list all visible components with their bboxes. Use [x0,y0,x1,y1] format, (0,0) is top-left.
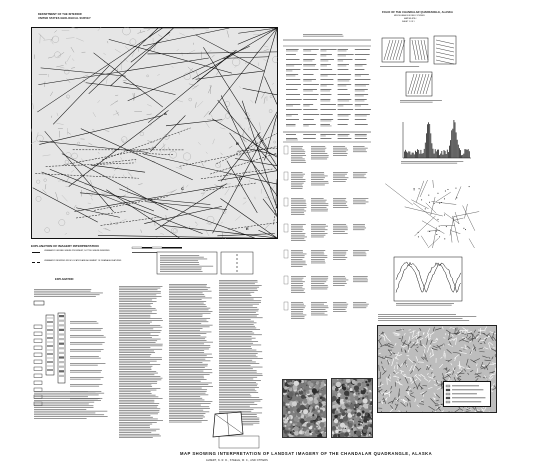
landsat-image-right [331,378,373,438]
map-letter-c: C [181,186,184,191]
explanation-title: EXPLANATION OF IMAGERY INTERPRETATION [31,244,99,248]
explanation-item-2: LINEAMENT: INFERRED FROM LOCATION AND ALIGNMENT OF DRAINAGE FEATURES [44,260,122,262]
histogram-plot [395,118,475,166]
header-survey: UNITED STATES GEOLOGICAL SURVEY [38,17,91,20]
profile-caption [376,312,486,324]
lineament-map-graphic [31,27,278,239]
data-table-lower [283,130,373,330]
map-letter-d: D [239,176,242,181]
header-map-number: MAP MF-878-I [404,18,417,20]
index-map [207,410,247,440]
bottom-title: MAP SHOWING INTERPRETATION OF LANDSAT IMAGERY OF THE CHANDALAR QUADRANGLE, ALASKA [180,451,433,456]
explanation-subhead: EXPLANATION [55,278,74,281]
header-sheet: SHEET 1 OF 1 [402,21,415,23]
map-letter-b: B [236,141,239,146]
structure-sketches [376,30,476,110]
explanation-item-1: LINEAMENT: DEFINED WHERE PROMINENT, DOTTED WHERE INFERRED [44,250,110,252]
legend-dashed-line [32,262,40,267]
bottom-authors: ALBERT, N. R. D., STEELE, W. C., AND OTHERS [206,459,268,462]
landsat-image-left [282,379,327,438]
lineament-network-diagram [380,180,480,248]
legend-solid-line [32,252,40,257]
header-dept: DEPARTMENT OF THE INTERIOR [38,13,82,16]
lineament-map [31,27,278,239]
header-series: MISCELLANEOUS FIELD STUDIES [394,15,425,17]
shaded-relief-map [377,325,497,413]
profile-plot [390,255,465,310]
relief-legend [443,381,491,407]
data-table-upper [283,30,373,130]
header-folio: FOLIO OF THE CHANDALAR QUADRANGLE, ALASKA [382,11,454,14]
map-letter-a: A [164,111,167,116]
map-letter-e: E [246,226,249,231]
explanation-diagrams [30,285,115,425]
